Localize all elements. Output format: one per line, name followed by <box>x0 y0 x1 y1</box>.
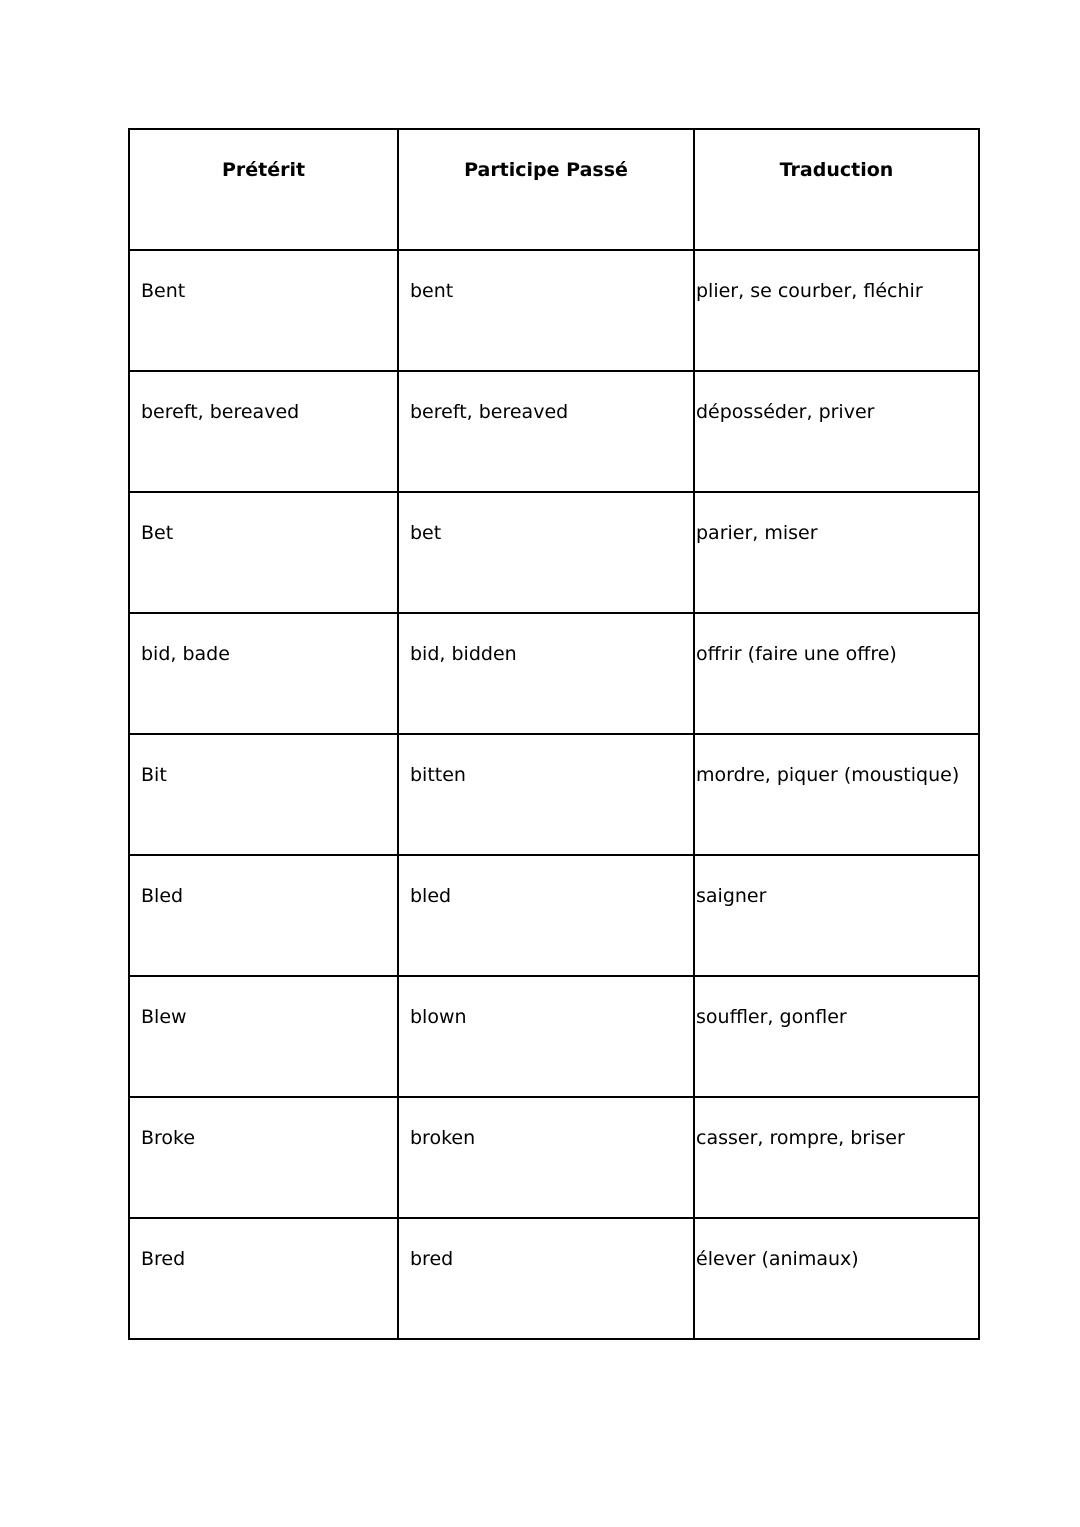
traduction-cell: mordre, piquer (moustique) <box>694 734 979 855</box>
traduction-cell: offrir (faire une offre) <box>694 613 979 734</box>
traduction-cell: déposséder, priver <box>694 371 979 492</box>
header-preterit: Prétérit <box>129 129 398 250</box>
participe-cell: bid, bidden <box>398 613 694 734</box>
table-row <box>129 1218 979 1339</box>
preterit-cell: Bit <box>129 734 398 855</box>
preterit-cell: bereft, bereaved <box>129 371 398 492</box>
traduction-cell: plier, se courber, fléchir <box>694 250 979 371</box>
participe-cell: bitten <box>398 734 694 855</box>
table-header-row <box>129 129 979 250</box>
preterit-cell: Bred <box>129 1218 398 1339</box>
table-row <box>129 855 979 976</box>
table-row <box>129 250 979 371</box>
table-row <box>129 976 979 1097</box>
participe-cell: bred <box>398 1218 694 1339</box>
header-participe-passe: Participe Passé <box>398 129 694 250</box>
table-row <box>129 371 979 492</box>
traduction-cell: parier, miser <box>694 492 979 613</box>
preterit-cell: Bent <box>129 250 398 371</box>
participe-cell: broken <box>398 1097 694 1218</box>
participe-cell: bent <box>398 250 694 371</box>
participe-cell: bereft, bereaved <box>398 371 694 492</box>
preterit-cell: Bled <box>129 855 398 976</box>
participe-cell: bled <box>398 855 694 976</box>
header-traduction: Traduction <box>694 129 979 250</box>
traduction-cell: saigner <box>694 855 979 976</box>
preterit-cell: Blew <box>129 976 398 1097</box>
traduction-cell: élever (animaux) <box>694 1218 979 1339</box>
table-row <box>129 1097 979 1218</box>
table-row <box>129 492 979 613</box>
preterit-cell: bid, bade <box>129 613 398 734</box>
traduction-cell: souffler, gonfler <box>694 976 979 1097</box>
preterit-cell: Bet <box>129 492 398 613</box>
traduction-cell: casser, rompre, briser <box>694 1097 979 1218</box>
irregular-verbs-table <box>128 128 980 1340</box>
participe-cell: bet <box>398 492 694 613</box>
preterit-cell: Broke <box>129 1097 398 1218</box>
table-row <box>129 734 979 855</box>
table-row <box>129 613 979 734</box>
participe-cell: blown <box>398 976 694 1097</box>
